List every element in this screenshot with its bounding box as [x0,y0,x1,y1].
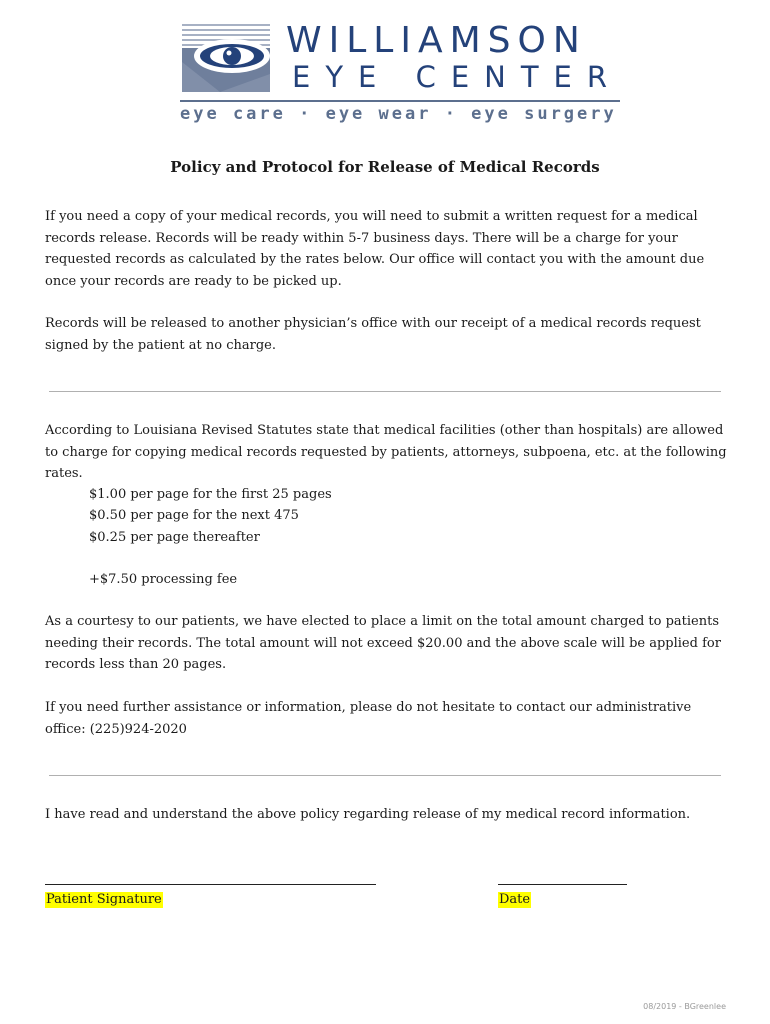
acknowledgement-paragraph: I have read and understand the above policy regarding release of my medical record information. [45,807,691,822]
rate-item: $1.00 per page for the first 25 pages [89,487,332,502]
section-divider [49,391,721,392]
courtesy-paragraph: As a courtesy to our patients, we have elected to place a limit on the total amount charged to patients needing their records. The total amount will not exceed $20.00 and the above scale will be applied for records less than 20 pages. [45,614,721,672]
processing-fee: +$7.50 processing fee [89,572,238,587]
physician-paragraph: Records will be released to another physician’s office with our receipt of a medical records request signed by the patient at no charge. [45,316,701,353]
patient-signature-line[interactable] [45,884,376,885]
eye-logo-icon [180,22,272,96]
intro-paragraph: If you need a copy of your medical records, you will need to submit a written request for a medical records release. Records will be ready within 5-7 business days. There will be a charge for your requested records as calculated by the rates below. Our office will contact you with the amount due once your records are ready to be picked up. [45,209,705,289]
page-title: Policy and Protocol for Release of Medical Records [170,158,600,176]
assistance-paragraph: If you need further assistance or information, please do not hesitate to contact our administrative office: (225)924-2020 [45,700,692,737]
logo-name-line1: WILLIAMSON [286,20,587,61]
rate-item: $0.50 per page for the next 475 [89,508,299,523]
logo-name-line2: EYE CENTER [292,60,623,94]
logo-divider [180,100,620,102]
date-label: Date [499,892,531,907]
logo-tagline: eye care · eye wear · eye surgery [180,104,617,124]
section-divider [49,775,721,776]
rate-item: $0.25 per page thereafter [89,530,260,545]
date-line[interactable] [498,884,627,885]
statute-paragraph: According to Louisiana Revised Statutes state that medical facilities (other than hospitals) are allowed to charge for copying medical records requested by patients, attorneys, subpoena, etc. at the following rates. [45,423,727,481]
footer-note: 08/2019 - BGreenlee [643,1002,726,1011]
clinic-logo [180,20,624,130]
patient-signature-label: Patient Signature [46,892,162,907]
